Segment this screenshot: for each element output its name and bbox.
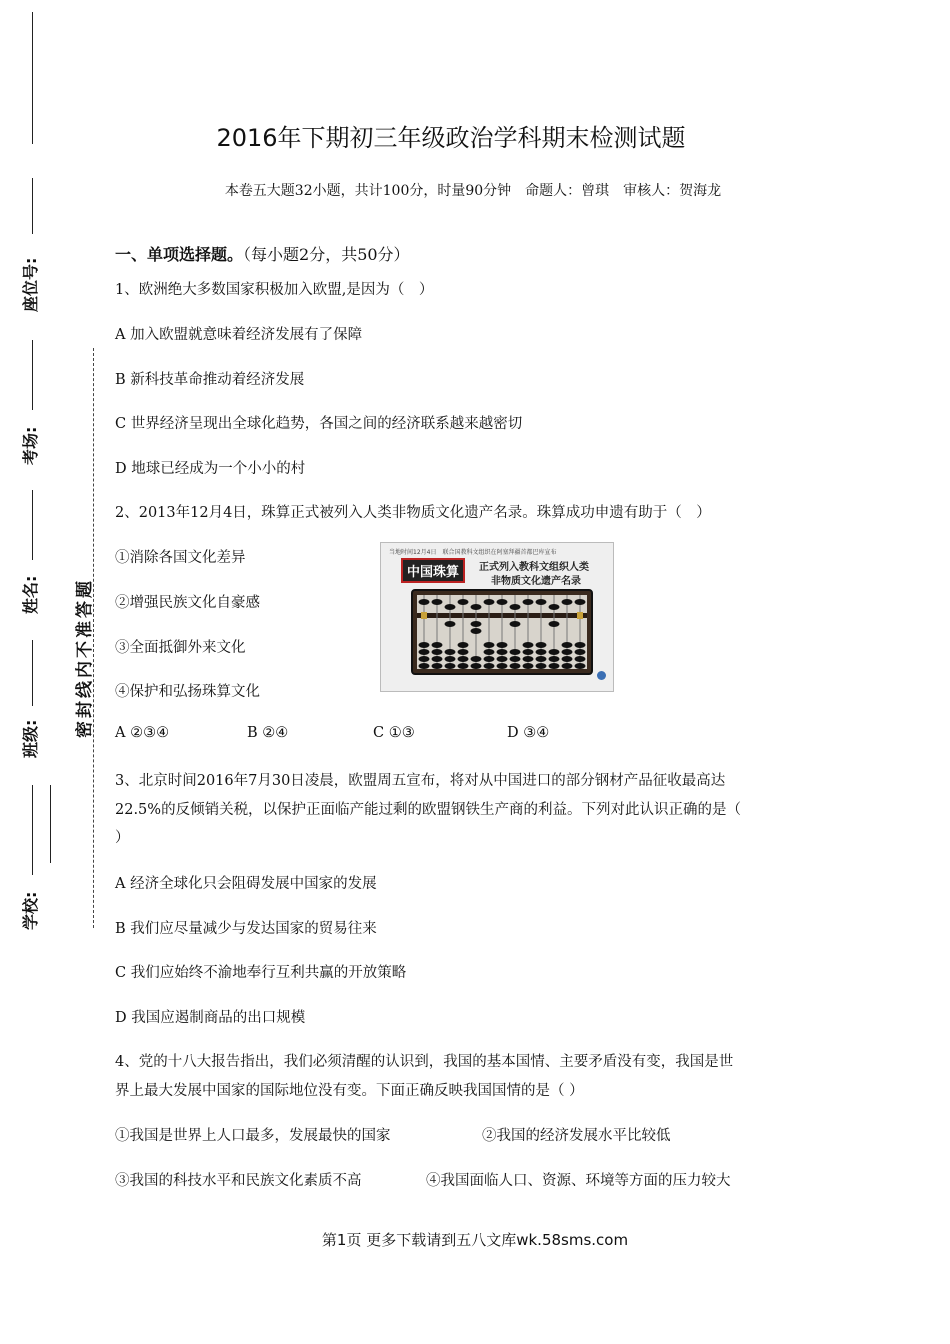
q2-option-b: B ②④ [247, 725, 289, 741]
image-caption-2: 非物质文化遗产名录 [491, 576, 581, 587]
binding-line [32, 640, 33, 706]
section-note: （每小题2分，共50分） [243, 245, 410, 264]
q4-statement-3: ③我国的科技水平和民族文化素质不高 [115, 1173, 362, 1189]
q4-stem-line-1: 4、党的十八大报告指出，我们必须清醒的认识到，我国的基本国情、主要矛盾没有变，我国是世 [115, 1054, 734, 1070]
binding-line [32, 340, 33, 410]
q4-stem-line-2: 界上最大发展中国家的国际地位没有变。下面正确反映我国国情的是（ ） [115, 1083, 584, 1099]
q2-statement-2: ②增强民族文化自豪感 [115, 595, 260, 611]
q4-statement-4: ④我国面临人口、资源、环境等方面的压力较大 [426, 1173, 731, 1189]
q3-stem-line-1: 3、北京时间2016年7月30日凌晨，欧盟周五宣布，将对从中国进口的部分钢材产品征收最高达 [115, 773, 726, 789]
q1-option-d: D 地球已经成为一个小小的村 [115, 461, 306, 477]
section-title: 一、单项选择题。 [115, 245, 244, 264]
q3-option-d: D 我国应遏制商品的出口规模 [115, 1010, 306, 1026]
binding-line [50, 785, 51, 863]
exam-room-label: 考场: [21, 426, 40, 465]
school-label: 学校: [21, 891, 40, 930]
q4-statement-1: ①我国是世界上人口最多，发展最快的国家 [115, 1128, 391, 1144]
seal-warning: 密封线内不准答题 [75, 578, 95, 738]
exam-info: 本卷五大题32小题，共计100分，时量90分钟 命题人：曾琪 审核人：贺海龙 [224, 183, 722, 199]
q3-stem-line-3: ） [115, 830, 130, 846]
image-caption-1: 正式列入教科文组织人类 [479, 562, 589, 573]
section-heading [115, 242, 410, 265]
seat-number-label: 座位号: [21, 257, 40, 312]
binding-line [32, 785, 33, 875]
page-footer: 第1页 更多下载请到五八文库wk.58sms.com [321, 1231, 629, 1249]
binding-line [32, 490, 33, 560]
q4-statement-2: ②我国的经济发展水平比较低 [482, 1128, 671, 1144]
q3-stem-line-2: 22.5%的反倾销关税，以保护正面临产能过剩的欧盟钢铁生产商的利益。下列对此认识正确的是（ [115, 802, 742, 818]
q3-option-c: C 我们应始终不渝地奉行互利共赢的开放策略 [115, 965, 407, 981]
logo-icon [597, 671, 606, 680]
page-title: 2016年下期初三年级政治学科期末检测试题 [216, 124, 686, 152]
q2-stem: 2、2013年12月4日，珠算正式被列入人类非物质文化遗产名录。珠算成功申遗有助于（ ） [115, 505, 711, 521]
abacus-image [380, 542, 614, 692]
name-label: 姓名: [21, 575, 40, 614]
q2-option-d: D ③④ [507, 725, 550, 741]
q1-option-c: C 世界经济呈现出全球化趋势，各国之间的经济联系越来越密切 [115, 416, 523, 432]
q3-option-b: B 我们应尽量减少与发达国家的贸易往来 [115, 921, 377, 937]
q1-option-a: A 加入欧盟就意味着经济发展有了保障 [115, 327, 363, 343]
q3-option-a: A 经济全球化只会阻碍发展中国家的发展 [115, 876, 377, 892]
q1-stem: 1、欧洲绝大多数国家积极加入欧盟,是因为（ ） [115, 282, 434, 298]
q2-statement-1: ①消除各国文化差异 [115, 550, 246, 566]
q2-option-c: C ①③ [373, 725, 415, 741]
q2-statement-3: ③全面抵御外来文化 [115, 640, 246, 656]
image-top-note: 当地时间12月4日 联合国教科文组织在阿塞拜疆首都巴库宣布 [389, 549, 557, 556]
abacus-drawing [411, 589, 593, 675]
q1-option-b: B 新科技革命推动着经济发展 [115, 372, 305, 388]
q2-option-a: A ②③④ [115, 725, 170, 741]
q2-statement-4: ④保护和弘扬珠算文化 [115, 684, 260, 700]
image-badge: 中国珠算 [401, 558, 465, 583]
class-label: 班级: [21, 719, 40, 758]
